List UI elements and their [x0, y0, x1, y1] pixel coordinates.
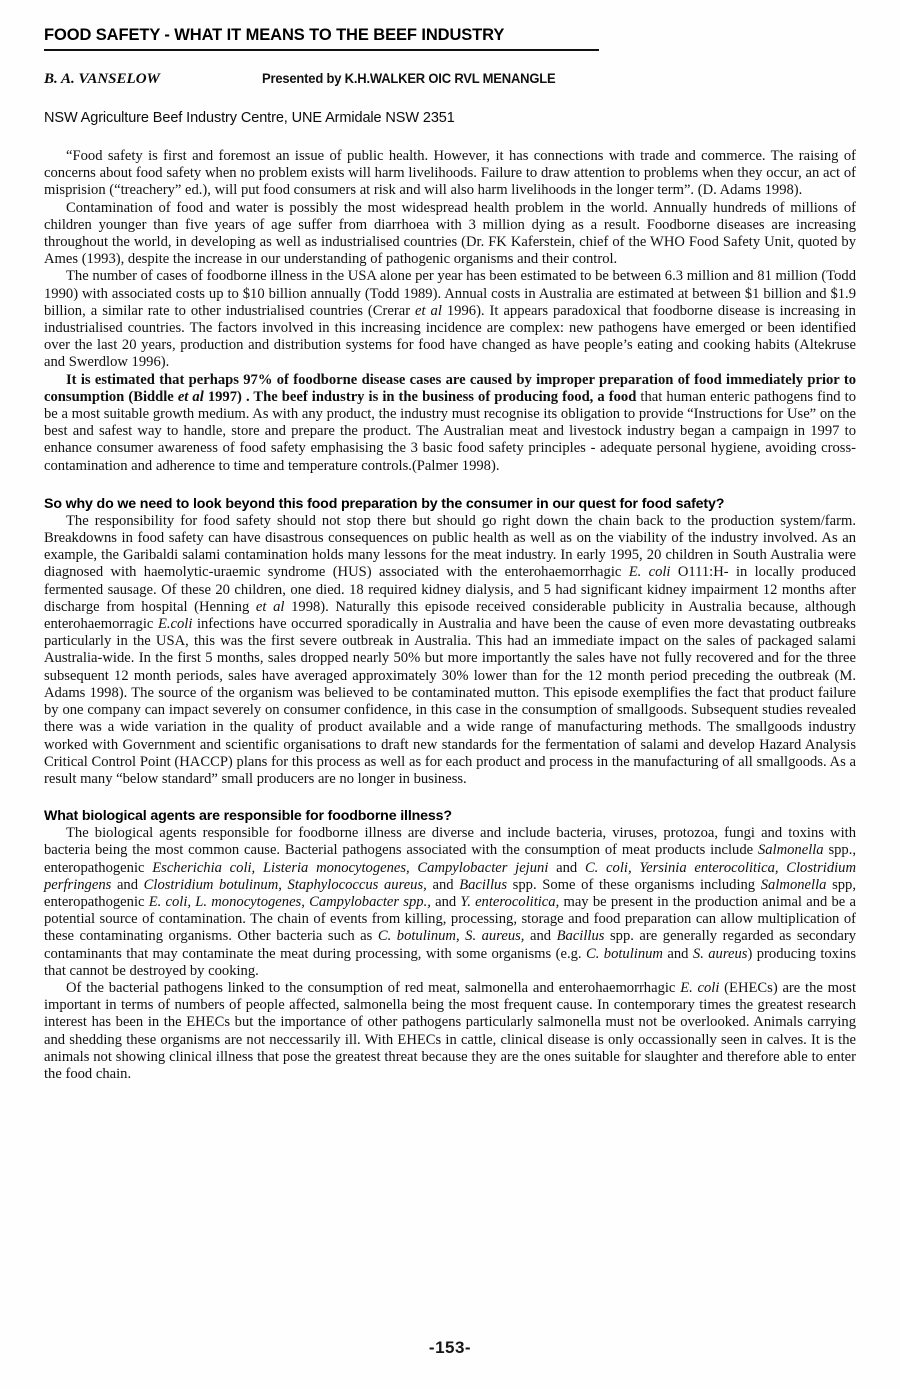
agents-text-c: and	[548, 859, 585, 876]
title-underline	[44, 49, 599, 51]
species-salmonella-1: Salmonella	[757, 842, 824, 859]
estimate-bold-b: 1997) . The beef industry is in the business of producing food, a food	[203, 388, 637, 405]
species-ecoli-2: E.coli	[157, 616, 193, 633]
page-number: -153-	[428, 1338, 472, 1357]
ehec-text-b: (EHECs) are the most important in terms of numbers of people affected, salmonella being the most frequent cause. In contemporary times the greatest research interest has been in the EHECs but the importance of other pathogens particularly salmonella must not be overlooked. Animals carrying and shedding these organisms are not neccessarily ill. With EHECs in cattle, clinical disease is only occassionally seen in calves. It is the animals not showing clinical illness that pose the greatest threat because they are the ones suitable for slaughter and therefore able to enter the food chain.	[44, 979, 856, 1082]
stats-text-a: The number of cases of foodborne illness in the USA alone per year has been estimated to be between 6.3 million and 81 million (Todd 1990) with associated costs up to $10 billion annually (Todd 1989). Annual costs in Australia are estimated at between $1 billion and $1.9 billion, a similar rate to other industrialised countries (Crerar	[44, 268, 856, 319]
section-heading-beyond-preparation: So why do we need to look beyond this food preparation by the consumer in our quest for food safety?	[44, 495, 725, 512]
species-group-1: Escherichia coli, Listeria monocytogenes, Campylobacter jejuni	[152, 859, 549, 876]
agents-text-b: spp., enteropathogenic	[44, 842, 857, 876]
agents-text-d: and	[111, 876, 144, 893]
agents-text-f: spp. Some of these organisms including	[507, 876, 761, 893]
presented-by-note: Presented by K.H.WALKER OIC RVL MENANGLE	[262, 70, 556, 87]
salami-text-c: 1998). Naturally this episode received considerable publicity in Australia because, although enterohaemorragic	[44, 598, 856, 633]
species-cbotulinum: C. botulinum	[585, 945, 663, 962]
paragraph-responsibility-salami	[44, 513, 856, 788]
agents-text-g: spp, enteropathogenic	[44, 876, 856, 910]
species-saureus: S. aureus	[692, 945, 748, 962]
agents-text-e: and	[426, 876, 460, 893]
page-title: FOOD SAFETY - WHAT IT MEANS TO THE BEEF INDUSTRY	[44, 26, 505, 44]
species-bacillus-1: Bacillus	[459, 876, 508, 893]
agents-text-h: and	[430, 893, 461, 910]
section-heading-biological-agents: What biological agents are responsible for foodborne illness?	[44, 808, 452, 825]
species-salmonella-2: Salmonella	[760, 876, 827, 893]
author-name: B. A. VANSELOW	[44, 71, 160, 87]
stats-text-b: 1996). It appears paradoxical that foodborne disease is increasing in industrialised countries. The factors involved in this increasing incidence are complex: new pathogens have emerged or been identified over the last 20 years, production and distribution systems for food have changed as have people’s eating and cooking habits (Altekruse and Swerdlow 1996).	[44, 302, 856, 371]
byline	[44, 71, 856, 88]
species-group-4: E. coli, L. monocytogenes, Campylobacter spp.,	[148, 893, 431, 910]
agents-text-i: may be present in the production animal and be a potential source of contamination. The chain of events from killing, processing, storage and food preparation can allow multiplication of these contaminating organisms. Other bacteria such as	[44, 893, 856, 945]
paragraph-statistics	[44, 268, 856, 371]
species-bacillus-2: Bacillus	[556, 928, 605, 945]
species-yersinia: Y. enterocolitica,	[460, 893, 560, 910]
paragraph-ehecs	[44, 980, 856, 1083]
salami-text-d: infections have occurred sporadically in Australia and have been the cause of even more devastating outbreaks particularly in the USA, this was the first severe outbreak in Australia. This had an immediate impact on the sales of packaged salami Australia-wide. In the first 5 months, sales dropped nearly 50% but more importantly the sales have not fully recovered and for the three subsequent 12 month periods, sales have averaged approximately 30% lower than for the 12 month period preceding the outbreak (M. Adams 1998). The source of the organism was believed to be contaminated mutton. This episode exemplifies the fact that product failure by one company can impact severely on consumer confidence, in this case in the consumption of smallgoods. Subsequent studies revealed there was a wide variation in the quality of product available and a wide range of manufacturing methods. The smallgoods industry worked with Government and scientific organisations to draft new standards for the fermentation of salami and develop Hazard Analysis Critical Control Point (HACCP) plans for this process as well as for each product and process in the manufacturing of all smallgoods. As a result many “below standard” small producers are no longer in business.	[44, 616, 856, 787]
affiliation-line: NSW Agriculture Beef Industry Centre, UNE Armidale NSW 2351	[44, 110, 455, 126]
agents-text-m: ) producing toxins that cannot be destroyed by cooking.	[44, 945, 857, 979]
species-group-5: C. botulinum, S. aureus,	[377, 928, 525, 945]
agents-text-k: spp. are generally regarded as secondary contaminants that may contaminate the meat during processing, with some organisms (e.g.	[44, 928, 857, 962]
paragraph-biological-agents	[44, 825, 856, 980]
species-ecoli-3: E. coli	[680, 979, 720, 996]
paragraph-preparation-estimate	[44, 372, 856, 475]
stats-citation-etal: et al	[415, 302, 442, 319]
species-group-3: Clostridium botulinum, Staphylococcus aureus,	[143, 876, 427, 893]
estimate-citation-etal: et al	[177, 388, 204, 405]
estimate-rest: that human enteric pathogens find to be a most suitable growth medium. As with any product, the industry must recognise its obligation to provide “Instructions for Use” on the best and safest way to handle, store and prepare the product. The Australian meat and livestock industry began a campaign in 1997 to enhance consumer awareness of food safety emphasising the 3 basic food safety principles - adequate personal hygiene, avoiding cross-contamination and adherence to time and temperature controls.(Palmer 1998).	[44, 388, 857, 474]
page-content	[44, 26, 856, 1083]
species-ecoli-1: E. coli	[628, 564, 671, 581]
ehec-text-a: Of the bacterial pathogens linked to the consumption of red meat, salmonella and enterohaemorrhagic	[66, 979, 681, 996]
estimate-bold-a: It is estimated that perhaps 97% of foodborne disease cases are caused by improper preparation of food immediately prior to consumption (Biddle	[44, 371, 856, 405]
salami-text-a: The responsibility for food safety should not stop there but should go right down the chain back to the production system/farm. Breakdowns in food safety can have disastrous consequences on public health as well as on the viability of the industry involved. As an example, the Garibaldi salami contamination holds many lessons for the meat industry. In early 1995, 20 children in South Australia were diagnosed with haemolytic-uraemic syndrome (HUS) associated with the enterohaemorrhagic	[44, 512, 856, 581]
salami-text-b: O111:H- in locally produced fermented sausage. Of these 20 children, one died. 18 required kidney dialysis, and 5 had significant kidney impairment 12 months after discharge from hospital (Henning	[44, 564, 856, 615]
salami-citation-etal: et al	[255, 598, 285, 615]
paragraph-opening-quote: “Food safety is first and foremost an issue of public health. However, it has connections with trade and commerce. The raising of concerns about food safety when no problem exists will harm livelihoods. Failure to draw attention to problems when they occur, an act of misprision (“treachery” ed.), will put food consumers at risk and will also harm livelihoods in the longer term”. (D. Adams 1998).	[44, 148, 856, 199]
agents-text-l: and	[662, 945, 693, 962]
species-group-2: C. coli, Yersinia enterocolitica, Clostridium perfringens	[44, 859, 857, 893]
agents-text-j: and	[524, 928, 557, 945]
agents-text-a: The biological agents responsible for foodborne illness are diverse and include bacteria, viruses, protozoa, fungi and toxins with bacteria being the most common cause. Bacterial pathogens associated with the consumption of meat products include	[44, 825, 856, 859]
paragraph-contamination: Contamination of food and water is possibly the most widespread health problem in the world. Annually hundreds of millions of children younger than five years of age suffer from diarrhoea with 3 million dying as a result. Foodborne diseases are increasing throughout the world, in developing as well as industrialised countries (Dr. FK Kaferstein, chief of the WHO Food Safety Unit, quoted by Ames (1993), despite the increase in our understanding of pathogenic organisms and their control.	[44, 199, 856, 268]
